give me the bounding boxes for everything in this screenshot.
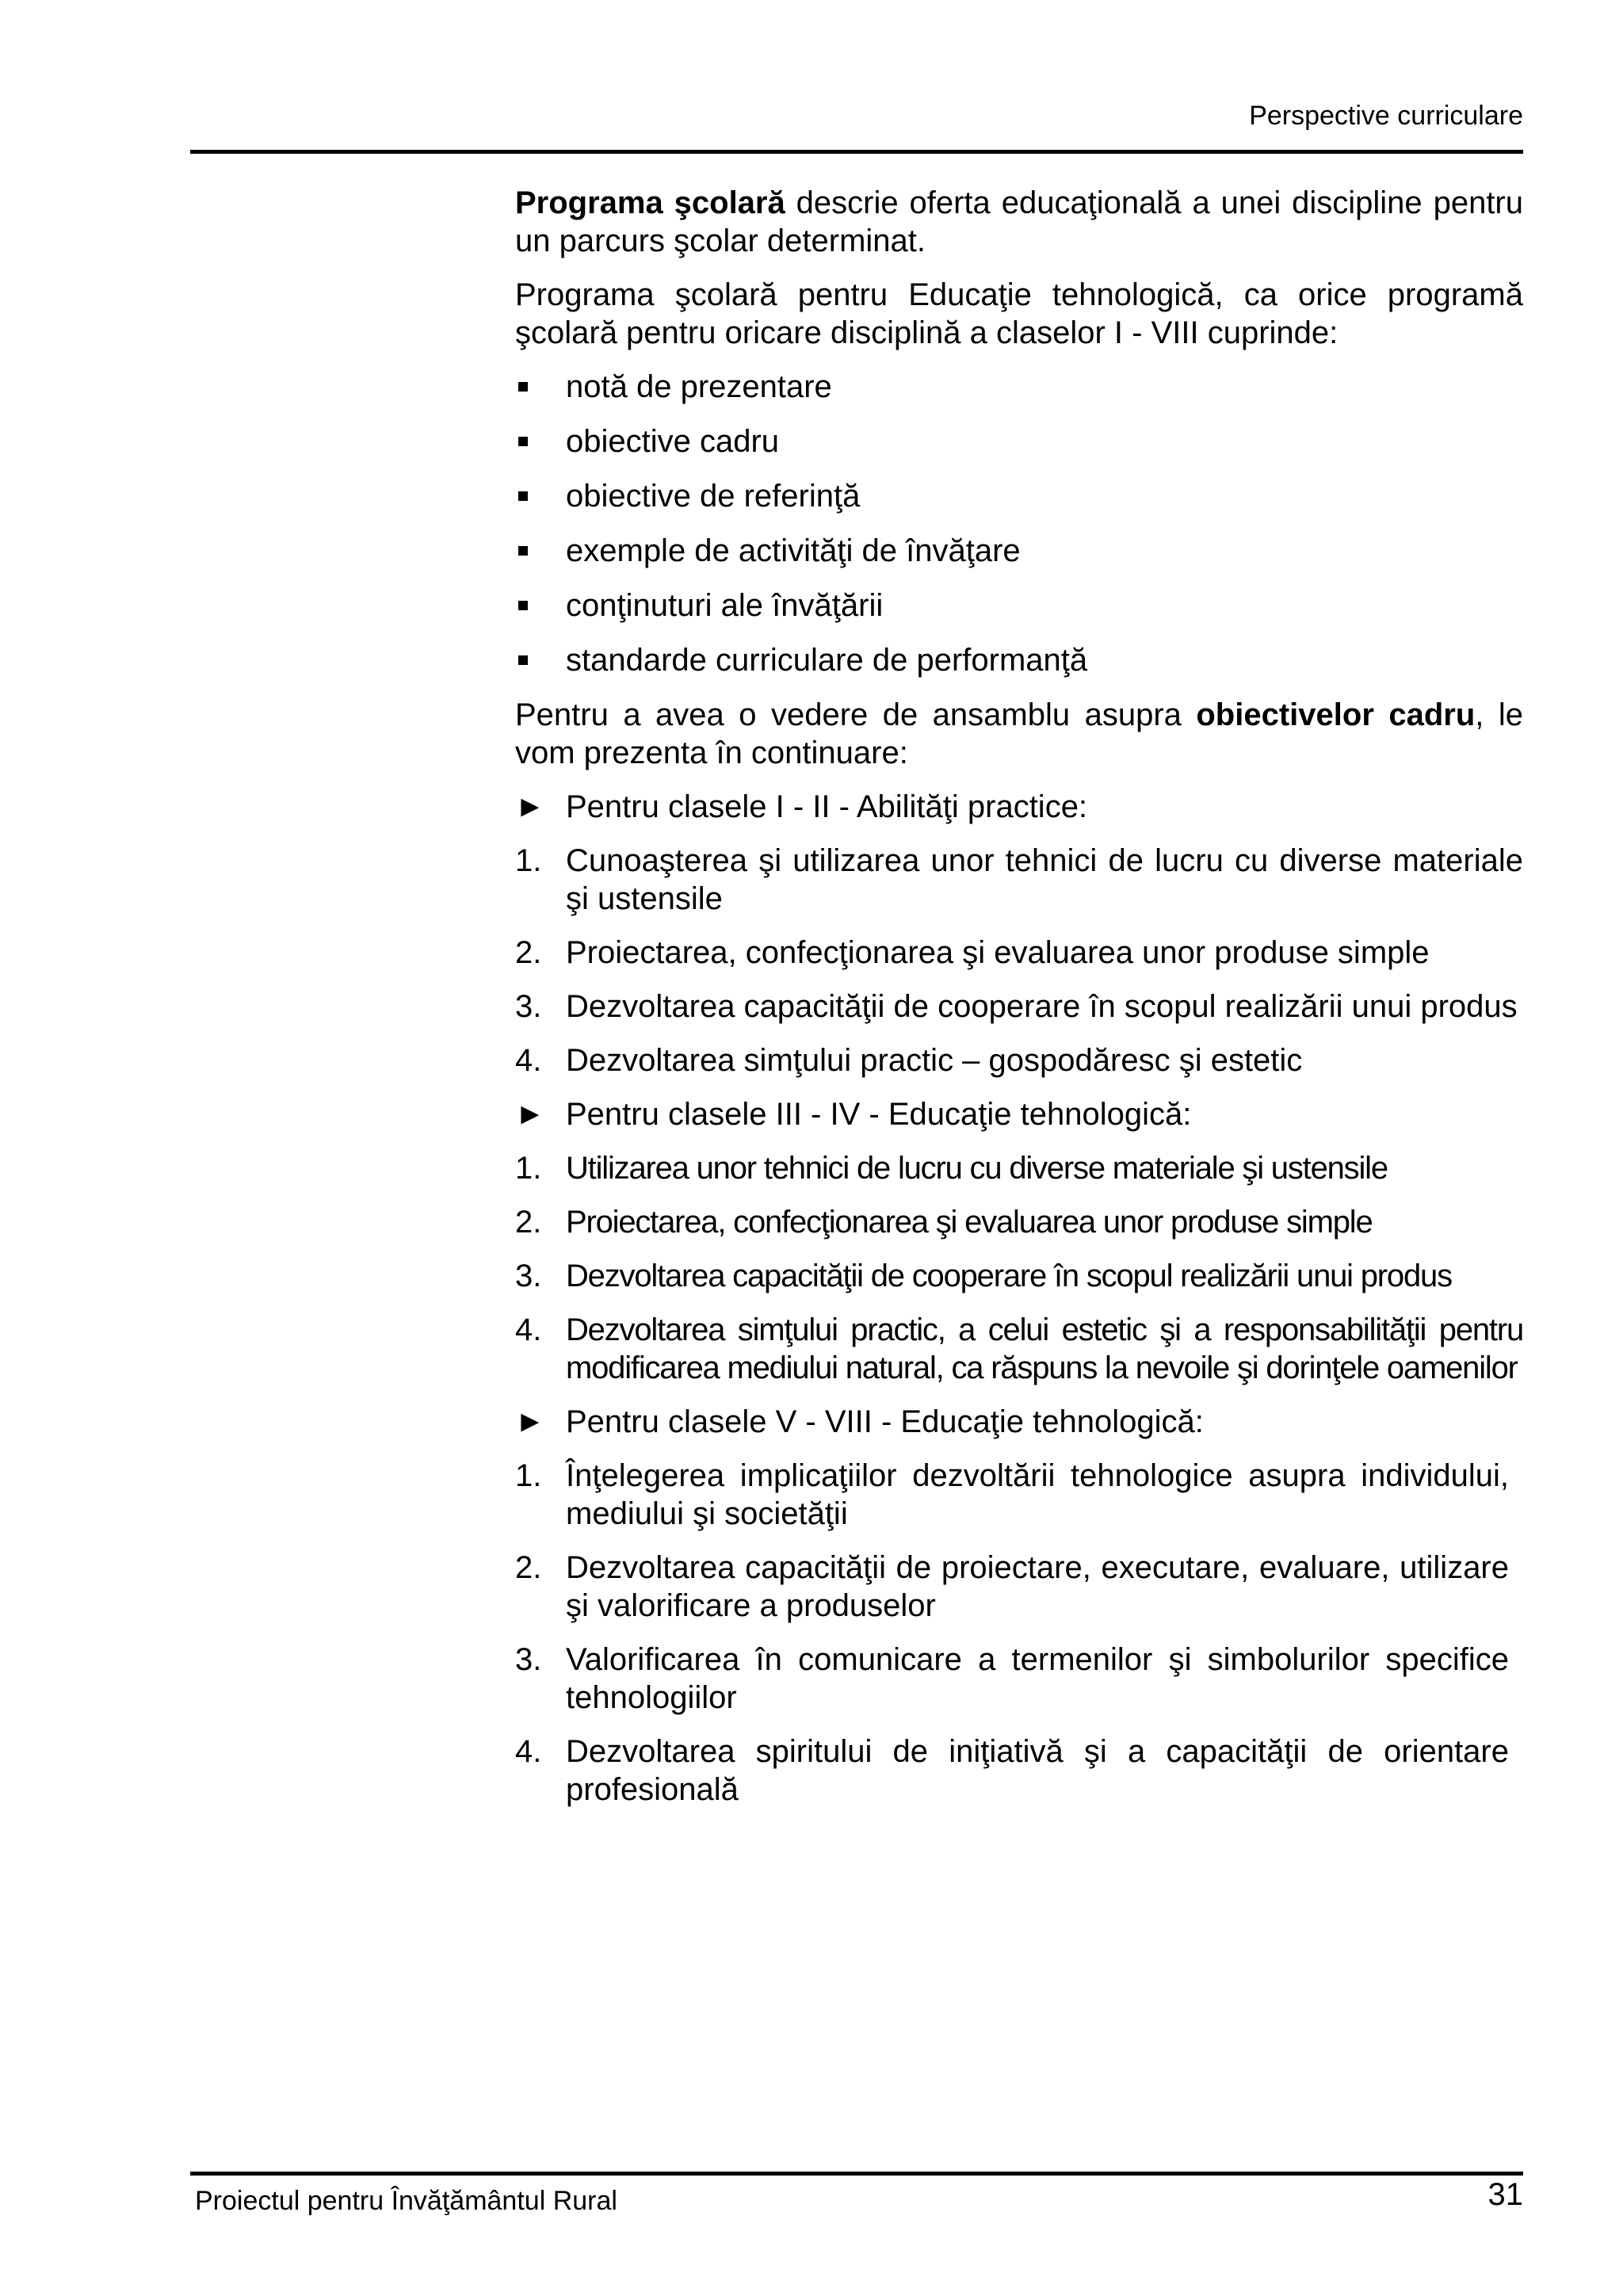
page-content (515, 184, 1523, 1824)
list-item (515, 1457, 1523, 1533)
square-bullet-icon (518, 655, 528, 665)
square-bullet-icon (518, 382, 528, 392)
list-item (515, 1733, 1523, 1809)
square-bullet-icon (518, 437, 528, 446)
section-clasele-iii-iv (515, 1095, 1523, 1133)
list-item-text: Înţelegerea implicaţiilor dezvoltării tehnologice asupra individului, mediului şi societăţii (566, 1458, 1509, 1531)
item-number: 3. (515, 1259, 542, 1293)
arrow-right-icon: ► (515, 790, 545, 823)
list-item (515, 934, 1523, 972)
section-heading (515, 1095, 1523, 1133)
term-obiective-cadru: obiectivelor cadru (1196, 697, 1476, 732)
list-item (515, 1311, 1523, 1387)
item-number: 3. (515, 989, 542, 1024)
list-item-text: Dezvoltarea simţului practic, a celui estetic şi a responsabilităţii pentru modificarea mediului natural, ca răspuns la nevoile şi dorinţele oamenilor (566, 1312, 1523, 1385)
arrow-right-icon: ► (515, 1098, 545, 1131)
list-item-text: standarde curriculare de performanţă (566, 643, 1088, 678)
objectives-list-i-ii (515, 842, 1523, 1079)
list-item-text: obiective cadru (566, 424, 780, 459)
list-item (515, 477, 1523, 515)
item-number: 1. (515, 1151, 542, 1186)
item-number: 1. (515, 1458, 542, 1493)
section-heading (515, 788, 1523, 826)
item-number: 4. (515, 1734, 542, 1769)
list-item-text: Valorificarea în comunicare a termenilor şi simbolurilor specifice tehnologiilor (566, 1642, 1509, 1715)
list-item (515, 422, 1523, 460)
list-item-text: conţinuturi ale învăţării (566, 588, 884, 623)
overview-text-before: Pentru a avea o vedere de ansamblu asupra (515, 697, 1197, 732)
list-item (515, 1257, 1523, 1295)
square-bullet-icon (518, 546, 528, 556)
section-heading (515, 1403, 1523, 1441)
list-item-text: Dezvoltarea simţului practic – gospodăresc şi estetic (566, 1043, 1303, 1078)
section-clasele-v-viii (515, 1403, 1523, 1441)
list-item (515, 1149, 1523, 1187)
list-item-text: Dezvoltarea spiritului de iniţiativă şi a capacităţii de orientare profesională (566, 1734, 1509, 1807)
list-item-text: obiective de referinţă (566, 479, 861, 514)
item-number: 1. (515, 843, 542, 878)
list-item-text: Dezvoltarea capacităţii de cooperare în scopul realizării unui produs (566, 989, 1518, 1024)
list-item-text: Utilizarea unor tehnici de lucru cu diverse materiale şi ustensile (566, 1151, 1388, 1186)
list-item-text: Cunoaşterea şi utilizarea unor tehnici de lucru cu diverse materiale şi ustensile (566, 843, 1523, 916)
list-item-text: Proiectarea, confecţionarea şi evaluarea unor produse simple (566, 935, 1430, 970)
intro-paragraph-1-text: descrie oferta educaţională a unei discipline pentru un parcurs şcolar determinat. (515, 185, 1523, 258)
footer-rule (190, 2172, 1523, 2176)
section-heading-text: Pentru clasele V - VIII - Educaţie tehnologică: (566, 1404, 1204, 1439)
list-item (515, 1041, 1523, 1079)
item-number: 2. (515, 1205, 542, 1240)
running-footer: Proiectul pentru Învăţământul Rural (195, 2186, 617, 2216)
page-number: 31 (1487, 2177, 1523, 2212)
list-item-text: Dezvoltarea capacităţii de proiectare, executare, evaluare, utilizare şi valorificare a produselor (566, 1550, 1509, 1623)
square-bullet-icon (518, 491, 528, 501)
list-item (515, 988, 1523, 1026)
item-number: 2. (515, 935, 542, 970)
list-item (515, 1549, 1523, 1625)
item-number: 4. (515, 1312, 542, 1347)
list-item (515, 842, 1523, 918)
list-item-text: Dezvoltarea capacităţii de cooperare în scopul realizării unui produs (566, 1259, 1452, 1293)
objectives-list-v-viii (515, 1457, 1523, 1809)
header-rule (190, 150, 1523, 154)
running-header: Perspective curriculare (1249, 101, 1523, 131)
square-bullet-icon (518, 601, 528, 610)
list-item (515, 586, 1523, 625)
section-heading-text: Pentru clasele I - II - Abilităţi practice: (566, 789, 1088, 824)
term-programa-scolara: Programa şcolară (515, 185, 785, 220)
list-item (515, 1641, 1523, 1717)
arrow-right-icon: ► (515, 1405, 545, 1438)
list-item-text: Proiectarea, confecţionarea şi evaluarea unor produse simple (566, 1205, 1373, 1240)
objectives-list-iii-iv (515, 1149, 1523, 1387)
list-item-text: notă de prezentare (566, 369, 832, 404)
section-clasele-i-ii (515, 788, 1523, 826)
item-number: 3. (515, 1642, 542, 1677)
intro-paragraph-2: Programa şcolară pentru Educaţie tehnologică, ca orice programă şcolară pentru oricare disciplină a claselor I - VIII cuprinde: (515, 277, 1523, 350)
item-number: 4. (515, 1043, 542, 1078)
list-item (515, 368, 1523, 406)
intro-paragraph-1 (515, 184, 1523, 260)
section-heading-text: Pentru clasele III - IV - Educaţie tehnologică: (566, 1097, 1192, 1132)
overview-text-after: , le vom prezenta în continuare: (515, 697, 1523, 770)
list-item (515, 532, 1523, 570)
item-number: 2. (515, 1550, 542, 1585)
program-components-list (515, 368, 1523, 679)
list-item-text: exemple de activităţi de învăţare (566, 533, 1021, 568)
list-item (515, 1203, 1523, 1241)
list-item (515, 641, 1523, 679)
overview-paragraph (515, 696, 1523, 772)
